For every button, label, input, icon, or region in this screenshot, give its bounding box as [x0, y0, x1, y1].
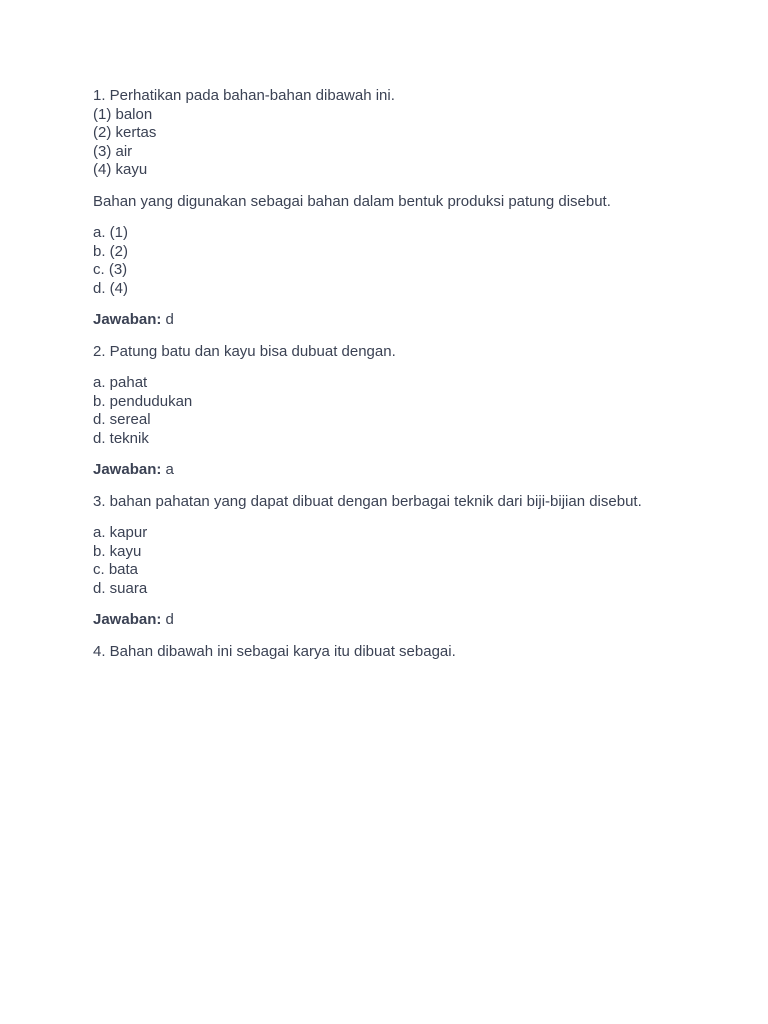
material-item: (1) balon — [93, 105, 153, 123]
answer-key — [93, 611, 693, 630]
question-3 — [93, 493, 693, 630]
material-item: (2) kertas — [93, 124, 157, 141]
answer-option: d. (4) — [93, 279, 129, 297]
answer-value: d — [161, 311, 174, 328]
answer-option: b. kayu — [93, 542, 142, 560]
question-stem: Bahan yang digunakan sebagai bahan dalam bentuk produksi patung disebut. — [93, 192, 611, 210]
question-4 — [93, 643, 693, 662]
answer-option: c. bata — [93, 561, 139, 578]
answer-option: a. (1) — [93, 224, 129, 241]
question-1 — [93, 87, 693, 330]
answer-option: d. suara — [93, 579, 148, 597]
answer-value: d — [161, 611, 174, 628]
answer-option: c. (3) — [93, 261, 128, 278]
answer-option: b. (2) — [93, 242, 129, 260]
answer-option: a. pahat — [93, 374, 148, 391]
answer-label: Jawaban: — [93, 611, 162, 628]
question-prompt: 1. Perhatikan pada bahan-bahan dibawah ini. — [93, 87, 395, 104]
answer-label: Jawaban: — [93, 311, 162, 328]
answer-option: a. kapur — [93, 524, 148, 541]
material-item: (3) air — [93, 142, 133, 160]
answer-option: d. teknik — [93, 429, 149, 447]
question-prompt: 3. bahan pahatan yang dapat dibuat dengan berbagai teknik dari biji-bijian disebut. — [93, 492, 642, 510]
question-2 — [93, 343, 693, 480]
material-item: (4) kayu — [93, 161, 148, 178]
answer-value: a — [161, 461, 174, 478]
document-page — [93, 87, 693, 661]
answer-option: d. sereal — [93, 411, 151, 428]
answer-key — [93, 311, 693, 330]
answer-option: b. pendudukan — [93, 392, 193, 410]
answer-label: Jawaban: — [93, 461, 162, 478]
answer-key — [93, 461, 693, 480]
question-prompt: 4. Bahan dibawah ini sebagai karya itu dibuat sebagai. — [93, 642, 456, 660]
question-prompt: 2. Patung batu dan kayu bisa dubuat dengan. — [93, 342, 396, 360]
